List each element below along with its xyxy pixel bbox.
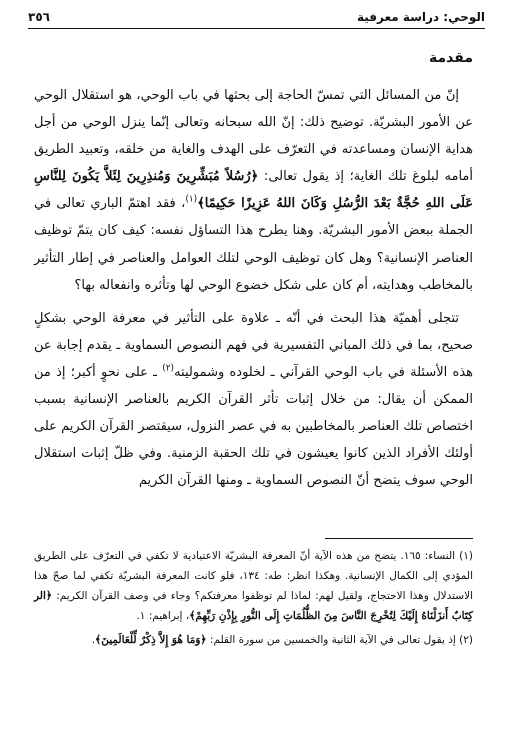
footnote-separator xyxy=(325,538,473,539)
section-heading: مقدمة xyxy=(429,50,473,66)
footnote-2-text-a: (٢) إذ يقول تعالى في الآية الثانية والخمسين من سورة القلم: xyxy=(206,634,473,646)
paragraph-1-text-b: ، فقد اهتمّ الباري تعالى في الجملة ببعض الأمور البشريّة. وهنا يطرح هذا التساؤل نفسه: كيف كان يتمّ توظيف العناصر الإنسانية؟ وهل كان توظيف الوحي لتلك العوامل والعناصر في إطار التأثير بالمخاطب وهدايته، أم كان على شكل خضوع الوحي لها وتأثره وانفعاله بها؟ xyxy=(34,196,473,293)
page-number: ٣٥٦ xyxy=(28,10,50,24)
footnote-1-text-b: ، إبراهيم: ١. xyxy=(136,610,190,622)
footnotes xyxy=(34,546,473,650)
running-title: الوحي: دراسة معرفية xyxy=(356,10,485,24)
footnote-2-text-b: . xyxy=(91,634,96,646)
paragraph-2-text-a: تتجلى أهميّة هذا البحث في أنّه ـ علاوة على التأثير في معرفة الوحي بشكلٍ صحيح، بما في ذلك المباني التفسيرية في فهم النصوص السماوية ـ يقدم إجابة عن هذه الأسئلة في باب الوحي القرآني ـ لخلوده وشموليته xyxy=(34,310,473,380)
page-header xyxy=(28,6,485,29)
footnote-1-quran-verse: ﴿الر كِتَابٌ أَنزَلْنَاهُ إِلَيْكَ لِتُخْرِجَ النَّاسَ مِنَ الظُّلُمَاتِ إِلَى النُّورِ بِإِذْنِ رَبِّهِمْ﴾ xyxy=(34,590,473,622)
paragraph-2-text-b: ـ على نحوٍ أكبر؛ إذ من الممكن أن يقال: من خلال إثبات تأثر القرآن الكريم بالعناصر الإنسانية بسبب اختصاص تلك العناصر بالمخاطبين به في عصر النزول، سيقتصر القرآن الكريم على أولئك الأفراد الذين كانوا يعيشون في تلك الحقبة الزمنية. وفي ظلّ إثبات استقلال الوحي سوف يتضح أنّ النصوص السماوية ـ ومنها القرآن الكريم xyxy=(34,364,473,489)
quran-verse: ﴿رُسُلاً مُبَشِّرِينَ وَمُنذِرِينَ لِئَلاَّ يَكُونَ لِلنَّاسِ عَلَى اللهِ حُجَّةٌ بَعْدَ الرُّسُلِ وَكَانَ اللهُ عَزِيزًا حَكِيمًا﴾ xyxy=(34,169,474,212)
paragraph-1 xyxy=(34,82,473,299)
footnote-2 xyxy=(34,630,473,650)
paragraph-1-text-a: إنّ من المسائل التي تمسّ الحاجة إلى بحثها في باب الوحي، هو استقلال الوحي عن الأمور البشريّة. توضيح ذلك: إنّ الله سبحانه وتعالى إنّما ينزل الوحي من أجل هداية الإنسان ومساعدته في التعرّف على الهدف والغاية من خلقه، وتعبيد الطريق أمامه لبلوغ تلك الغاية؛ إذ يقول تعالى: xyxy=(34,88,473,185)
footnote-ref-1: (١) xyxy=(185,195,198,206)
footnote-ref-2: (٢) xyxy=(162,363,175,374)
footnote-2-quran-verse: ﴿وَمَا هُوَ إِلاَّ ذِكْرٌ لِّلْعَالَمِينَ﴾ xyxy=(95,634,207,646)
footnote-1 xyxy=(34,546,473,626)
main-text xyxy=(34,82,473,494)
paragraph-2 xyxy=(34,305,473,495)
footnote-1-text-a: (١) النساء: ١٦٥. يتضح من هذه الآية أنّ المعرفة البشريّة الاعتيادية لا تكفي في التعرّف على الطريق المؤدي إلى الكمال الإنسانية. وهكذا انظر: طه: ١٣٤، فلو كانت المعرفة البشريّة تكفي لما صحّ هذا الاستدلال وهذا الاحتجاج، ولقيل لهم: لماذا لم توظفوا معرفتكم؟ وجاء في وصف القرآن الكريم: xyxy=(34,550,473,602)
